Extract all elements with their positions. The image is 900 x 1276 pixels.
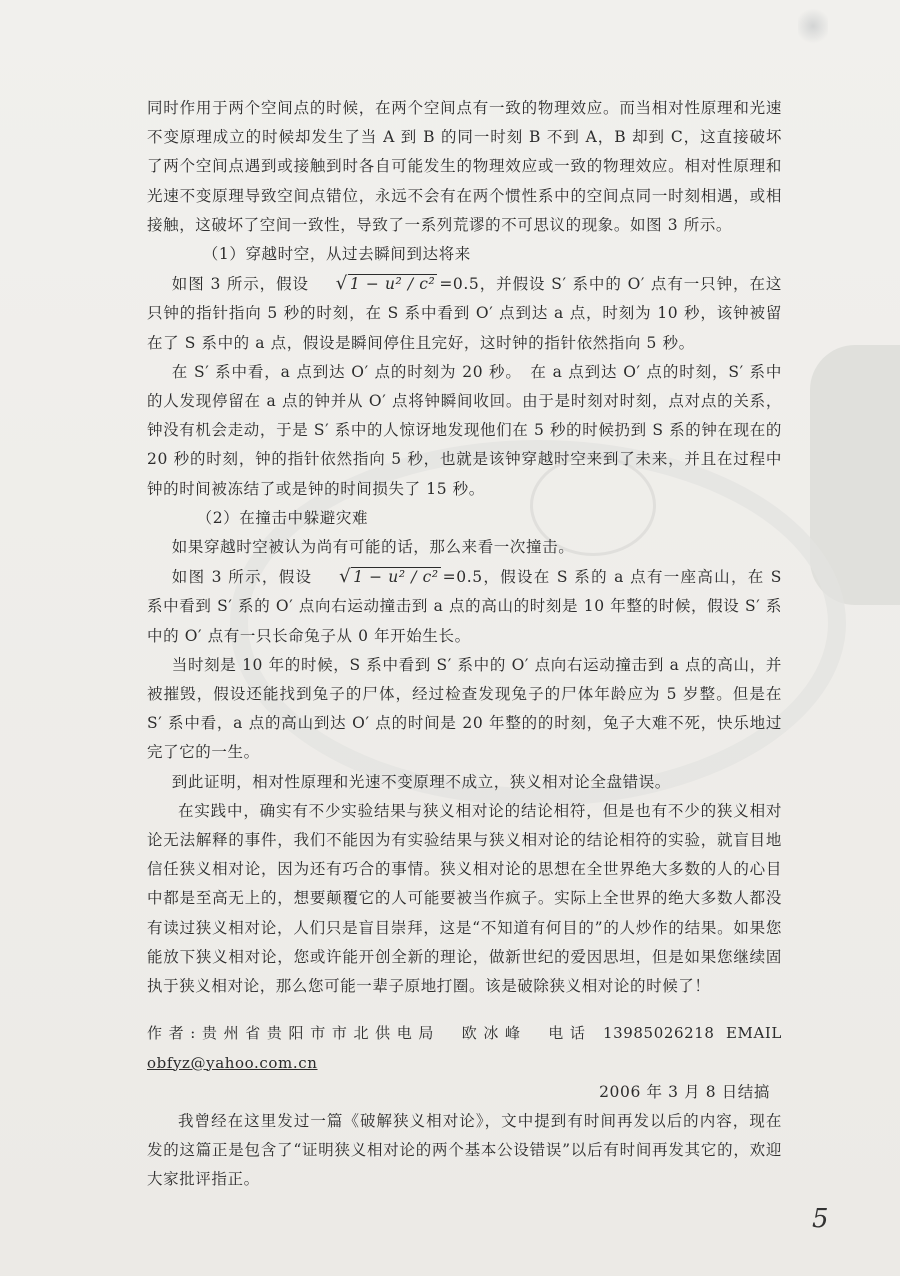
section-heading-2: （2）在撞击中躲避灾难: [196, 508, 369, 527]
sqrt-formula: [311, 269, 437, 299]
scan-stain: [798, 6, 828, 46]
author-email-link[interactable]: obfyz@yahoo.com.cn: [147, 1053, 318, 1072]
date-line: 2006 年 3 月 8 日结搞: [599, 1082, 770, 1101]
radicand: 1 − u² / c²: [349, 275, 436, 294]
text-span: 如图 3 所示，假设: [171, 275, 309, 294]
author-line: [147, 1019, 782, 1077]
text-span: 如图 3 所示，假设: [171, 568, 313, 587]
paragraph-with-formula: [147, 269, 782, 358]
text-span: =0.5，并假设 S′ 系中的 O′ 点有一只钟，在这只钟的指针指向 5 秒的时刻，在 S 系中看到 O′ 点到达 a 点，时刻为 10 秒，该钟被留在了 S 系中的 a 点，假设是瞬间停住且完好，这时钟的指针依然指向 5 秒。: [147, 275, 782, 352]
handwritten-page-number: 5: [812, 1204, 829, 1234]
text-span: =0.5，假设在 S 系的 a 点有一座高山，在 S 系中看到 S′ 系的 O′ 点向右运动撞击到 a 点的高山的时刻是 10 年整的时候，假设 S′ 系中的 O′ 点有一只长命兔子从 0 年开始生长。: [147, 568, 782, 645]
section-heading-1: （1）穿越时空，从过去瞬间到达将来: [202, 245, 471, 264]
paragraph: 在 S′ 系中看，a 点到达 O′ 点的时刻为 20 秒。 在 a 点到达 O′ 点的时刻，S′ 系中的人发现停留在 a 点的钟并从 O′ 点将钟瞬间收回。由于是时刻对时刻，点对点的关系，钟没有机会走动，于是 S′ 系中的人惊讶地发现他们在 5 秒的时候扔到 S 系的钟在现在的 20 秒的时刻，钟的指针依然指向 5 秒，也就是该钟穿越时空来到了未来，并且在过程中钟的时间被冻结了或是钟的时间损失了 15 秒。: [147, 362, 782, 498]
radicand: 1 − u² / c²: [353, 568, 439, 587]
document-body: [147, 94, 782, 1195]
paragraph: 如果穿越时空被认为尚有可能的话，那么来看一次撞击。: [171, 538, 575, 557]
paragraph: 在实践中，确实有不少实验结果与狭义相对论的结论相符，但是也有不少的狭义相对论无法解释的事件，我们不能因为有实验结果与狭义相对论的结论相符的实验，就盲目地信任狭义相对论，因为还有巧合的事情。狭义相对论的思想在全世界绝大多数的人的心目中都是至高无上的，想要颠覆它的人可能要被当作疯子。实际上全世界的绝大多数人都没有读过狭义相对论，人们只是盲目崇拜，这是“不知道有何目的”的人炒作的结果。如果您能放下狭义相对论，您或许能开创全新的理论，做新世纪的爱因思坦，但是如果您继续固执于狭义相对论，那么您可能一辈子原地打圈。该是破除狭义相对论的时候了！: [147, 801, 782, 996]
paragraph: 我曾经在这里发过一篇《破解狭义相对论》，文中提到有时间再发以后的内容，现在发的这篇正是包含了“证明狭义相对论的两个基本公设错误”以后有时间再发其它的，欢迎大家批评指正。: [147, 1111, 782, 1189]
author-info: 作者:贵州省贵阳市市北供电局 欧冰峰 电话 13985026218 EMAIL: [147, 1024, 782, 1043]
paragraph-with-formula: [147, 562, 782, 651]
paragraph: 同时作用于两个空间点的时候，在两个空间点有一致的物理效应。而当相对性原理和光速不变原理成立的时候却发生了当 A 到 B 的同一时刻 B 不到 A，B 却到 C，这直接破坏了两个空间点遇到或接触到时各自可能发生的物理效应或一致的物理效应。相对性原理和光速不变原理导致空间点错位，永远不会有在两个惯性系中的空间点同一时刻相遇，或相接触，这破坏了空间一致性，导致了一系列荒谬的不可思议的现象。如图 3 所示。: [147, 99, 782, 234]
sqrt-icon: √: [339, 566, 352, 588]
sqrt-icon: √: [335, 273, 348, 295]
conclusion-paragraph: 到此证明，相对性原理和光速不变原理不成立，狭义相对论全盘错误。: [171, 772, 671, 791]
sqrt-formula: [314, 562, 440, 592]
paragraph: 当时刻是 10 年的时候，S 系中看到 S′ 系中的 O′ 点向右运动撞击到 a 点的高山，并被摧毁，假设还能找到兔子的尸体，经过检查发现兔子的尸体年龄应为 5 岁整。但是在 S′ 系中看，a 点的高山到达 O′ 点的时间是 20 年整的的时刻，兔子大难不死，快乐地过完了它的一生。: [147, 655, 782, 762]
